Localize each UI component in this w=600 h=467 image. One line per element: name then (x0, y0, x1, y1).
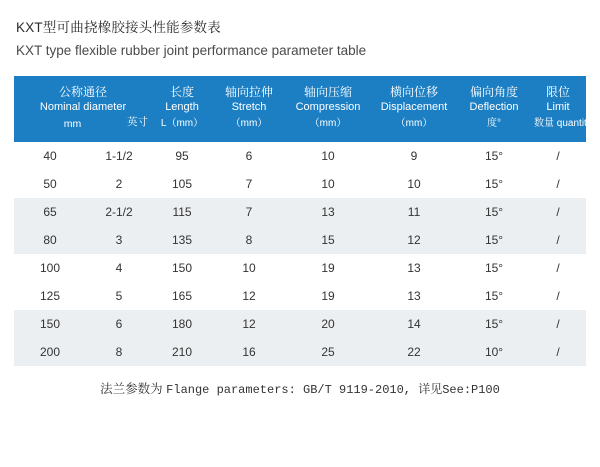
table-row (14, 142, 586, 170)
column-header-deflection (458, 76, 530, 142)
title-block (14, 0, 586, 62)
header-en-compression: Compression (295, 101, 361, 113)
cell-length: 165 (152, 282, 212, 310)
cell-displacement: 13 (370, 254, 458, 282)
cell-stretch: 6 (212, 142, 286, 170)
header-unit-compression: （mm） (309, 118, 347, 129)
table-row (14, 254, 586, 282)
cell-displacement: 12 (370, 226, 458, 254)
header-cn-length: 长度 (170, 85, 195, 99)
cell-length: 115 (152, 198, 212, 226)
cell-displacement: 9 (370, 142, 458, 170)
cell-compression: 15 (286, 226, 370, 254)
cell-limit: / (530, 282, 586, 310)
header-cn-nominal-diameter: 公称通径 (59, 85, 108, 99)
header-unit-displacement: （mm） (395, 118, 433, 129)
footer-prefix: 法兰参数为 (100, 382, 163, 396)
footer-note (14, 380, 586, 399)
specification-table (14, 76, 592, 366)
cell-displacement: 11 (370, 198, 458, 226)
header-cn-stretch: 轴向拉伸 (225, 85, 274, 99)
cell-compression: 10 (286, 170, 370, 198)
header-unit-mm: mm (63, 118, 82, 130)
page-title-en: KXT type flexible rubber joint performance parameter table (16, 43, 367, 58)
page-title-cn: KXT型可曲挠橡胶接头性能参数表 (16, 20, 221, 35)
column-header-limit (530, 76, 592, 142)
header-cn-limit: 限位 (546, 85, 571, 99)
cell-length: 180 (152, 310, 212, 338)
cell-stretch: 12 (212, 310, 286, 338)
cell-displacement: 10 (370, 170, 458, 198)
cell-deflection: 15° (458, 310, 530, 338)
cell-nominal-mm: 50 (14, 170, 86, 198)
cell-compression: 25 (286, 338, 370, 366)
cell-nominal-mm: 65 (14, 198, 86, 226)
cell-stretch: 7 (212, 170, 286, 198)
cell-nominal-mm: 125 (14, 282, 86, 310)
cell-displacement: 13 (370, 282, 458, 310)
header-en-stretch: Stretch (231, 101, 267, 113)
header-unit-inch: 英寸 (127, 116, 149, 128)
column-header-stretch (212, 76, 286, 142)
cell-nominal-mm: 40 (14, 142, 86, 170)
cell-nominal-mm: 200 (14, 338, 86, 366)
header-unit-limit: 数量 quantity (534, 118, 592, 129)
cell-deflection: 15° (458, 282, 530, 310)
header-en-displacement: Displacement (380, 101, 448, 113)
cell-stretch: 12 (212, 282, 286, 310)
cell-stretch: 8 (212, 226, 286, 254)
cell-limit: / (530, 198, 586, 226)
cell-length: 150 (152, 254, 212, 282)
cell-nominal-inch: 6 (86, 310, 152, 338)
footer-flange-parameters: Flange parameters: GB/T 9119-2010, 详见See:P100 (166, 383, 500, 397)
header-unit-stretch: （mm） (230, 118, 268, 129)
cell-deflection: 15° (458, 198, 530, 226)
cell-deflection: 10° (458, 338, 530, 366)
cell-nominal-inch: 3 (86, 226, 152, 254)
header-en-length: Length (165, 101, 199, 113)
cell-stretch: 7 (212, 198, 286, 226)
cell-nominal-inch: 4 (86, 254, 152, 282)
cell-deflection: 15° (458, 142, 530, 170)
table-row (14, 170, 586, 198)
cell-limit: / (530, 142, 586, 170)
cell-deflection: 15° (458, 254, 530, 282)
table-row (14, 198, 586, 226)
cell-compression: 20 (286, 310, 370, 338)
cell-length: 135 (152, 226, 212, 254)
cell-displacement: 22 (370, 338, 458, 366)
header-en-deflection: Deflection (469, 101, 519, 113)
cell-limit: / (530, 254, 586, 282)
table-row (14, 226, 586, 254)
header-unit-deflection: 度° (487, 118, 502, 129)
cell-nominal-inch: 2-1/2 (86, 198, 152, 226)
header-cn-deflection: 偏向角度 (470, 85, 519, 99)
cell-compression: 19 (286, 254, 370, 282)
column-header-length (152, 76, 212, 142)
header-units-nominal-diameter (18, 115, 148, 132)
cell-length: 105 (152, 170, 212, 198)
table-body (14, 142, 586, 366)
cell-deflection: 15° (458, 170, 530, 198)
table-row (14, 282, 586, 310)
cell-limit: / (530, 170, 586, 198)
cell-length: 95 (152, 142, 212, 170)
cell-compression: 13 (286, 198, 370, 226)
cell-nominal-mm: 150 (14, 310, 86, 338)
header-en-limit: Limit (546, 101, 570, 113)
header-cn-compression: 轴向压缩 (304, 85, 353, 99)
table-row (14, 338, 586, 366)
table-row (14, 310, 586, 338)
cell-nominal-inch: 1-1/2 (86, 142, 152, 170)
cell-limit: / (530, 226, 586, 254)
table-header (14, 76, 592, 142)
header-unit-length: L（mm） (160, 118, 204, 129)
cell-nominal-mm: 100 (14, 254, 86, 282)
cell-displacement: 14 (370, 310, 458, 338)
header-row (14, 76, 586, 142)
cell-stretch: 16 (212, 338, 286, 366)
cell-limit: / (530, 310, 586, 338)
cell-stretch: 10 (212, 254, 286, 282)
cell-nominal-inch: 5 (86, 282, 152, 310)
cell-length: 210 (152, 338, 212, 366)
column-header-displacement (370, 76, 458, 142)
cell-nominal-inch: 8 (86, 338, 152, 366)
cell-compression: 10 (286, 142, 370, 170)
column-header-compression (286, 76, 370, 142)
cell-nominal-inch: 2 (86, 170, 152, 198)
cell-compression: 19 (286, 282, 370, 310)
header-cn-displacement: 横向位移 (390, 85, 439, 99)
cell-limit: / (530, 338, 586, 366)
column-header-nominal-diameter (14, 76, 152, 142)
header-en-nominal-diameter: Nominal diameter (39, 101, 127, 113)
cell-deflection: 15° (458, 226, 530, 254)
cell-nominal-mm: 80 (14, 226, 86, 254)
